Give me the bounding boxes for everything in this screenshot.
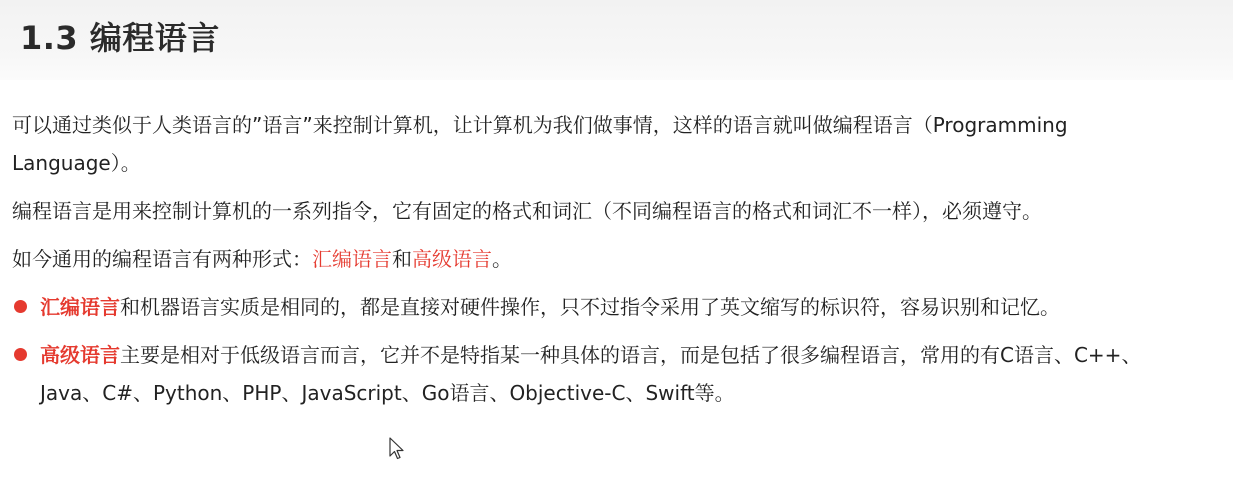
forms-joiner: 和 xyxy=(392,247,412,271)
mouse-pointer-icon xyxy=(389,437,405,461)
paragraph-definition: 可以通过类似于人类语言的”语言”来控制计算机，让计算机为我们做事情，这样的语言就叫做编程语言（Programming Language）。 xyxy=(12,113,1068,175)
bullet-dot-icon xyxy=(14,348,27,361)
bullet-text-assembly: 和机器语言实质是相同的，都是直接对硬件操作，只不过指令采用了英文缩写的标识符，容易识别和记忆。 xyxy=(120,295,1060,319)
forms-suffix: 。 xyxy=(492,247,512,271)
bullet-list xyxy=(12,288,1202,412)
title-bar xyxy=(0,0,1233,80)
paragraph-instructions: 编程语言是用来控制计算机的一系列指令，它有固定的格式和词汇（不同编程语言的格式和词汇不一样），必须遵守。 xyxy=(12,199,1042,223)
bullet-item-highlevel xyxy=(12,336,1202,412)
bullet-lead-highlevel: 高级语言 xyxy=(40,343,120,367)
bullet-dot-icon xyxy=(14,300,27,313)
forms-term-assembly: 汇编语言 xyxy=(312,247,392,271)
forms-prefix: 如今通用的编程语言有两种形式： xyxy=(12,247,312,271)
bullet-lead-assembly: 汇编语言 xyxy=(40,295,120,319)
slide-content xyxy=(12,106,1202,422)
page-title: 1.3 编程语言 xyxy=(20,19,220,57)
paragraph-forms xyxy=(12,240,1202,278)
bullet-item-assembly xyxy=(12,288,1202,326)
bullet-text-highlevel: 主要是相对于低级语言而言，它并不是特指某一种具体的语言，而是包括了很多编程语言，常用的有C语言、C++、Java、C#、Python、PHP、JavaScript、Go语言、Objective-C、Swift等。 xyxy=(40,343,1142,405)
forms-term-highlevel: 高级语言 xyxy=(412,247,492,271)
